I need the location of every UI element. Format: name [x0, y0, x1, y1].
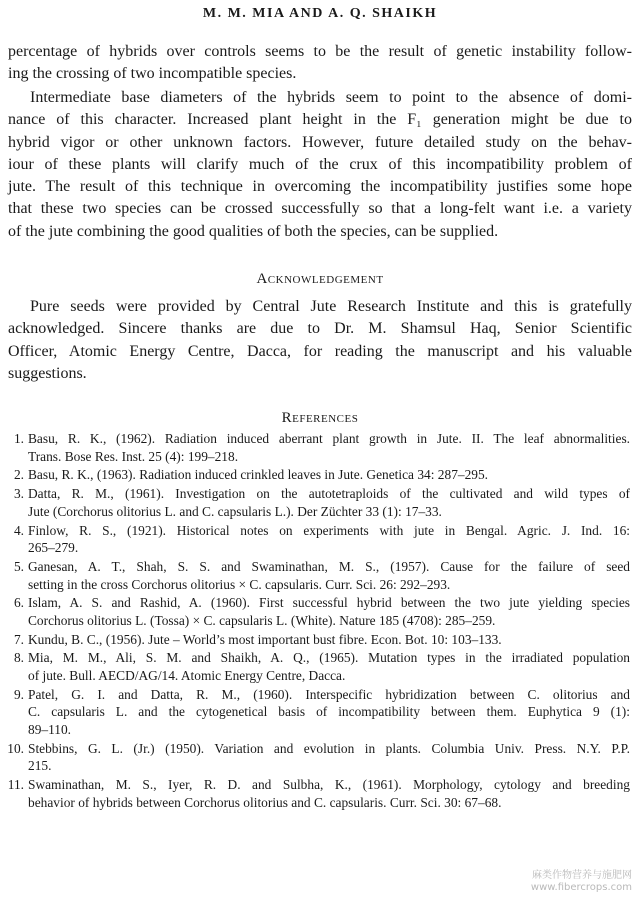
reference-line: Trans. Bose Res. Inst. 25 (4): 199–218. — [28, 448, 239, 464]
reference-line: Patel, G. I. and Datta, R. M., (1960). Interspecific hybridization between C. olitorius and — [28, 686, 630, 702]
reference-line: Islam, A. S. and Rashid, A. (1960). First successful hybrid between the two jute yielding species — [28, 595, 630, 611]
text-line: Intermediate base diameters of the hybrids seem to point to the absence of domi- — [30, 89, 632, 106]
reference-item — [0, 430, 640, 465]
reference-item — [0, 466, 640, 484]
acknowledgement-heading: Acknowledgement — [256, 271, 384, 287]
reference-item — [0, 594, 640, 629]
reference-line: Basu, R. K., (1963). Radiation induced crinkled leaves in Jute. Genetica 34: 287–295. — [28, 467, 489, 483]
reference-line: setting in the cross Corchorus olitorius × C. capsularis. Curr. Sci. 26: 292–293. — [28, 576, 451, 592]
reference-line: 265–279. — [28, 540, 79, 556]
text-line: iour of these plants will clarify much of the crux of this incompatibility problem of — [8, 155, 632, 173]
reference-line: Swaminathan, M. S., Iyer, R. D. and Sulbha, K., (1961). Morphology, cytology and breeding — [28, 777, 630, 793]
reference-line: Stebbins, G. L. (Jr.) (1950). Variation and evolution in plants. Columbia Univ. Press. N.Y. P.P. — [28, 740, 630, 756]
text-line: nance of this character. Increased plant height in the F₁ generation might be due to — [8, 111, 632, 129]
reference-line: C. capsularis L. and the cytogenetical basis of incompatibility between them. Euphytica 9 (1): — [28, 704, 630, 720]
references-heading: References — [281, 410, 359, 426]
reference-number: 11. — [7, 777, 24, 793]
running-head: M. M. MIA AND A. Q. SHAIKH — [202, 6, 438, 21]
text-line: suggestions. — [8, 364, 87, 382]
reference-line: Basu, R. K., (1962). Radiation induced aberrant plant growth in Jute. II. The leaf abnormalities. — [28, 431, 630, 446]
reference-line: 89–110. — [28, 722, 72, 737]
text-line: jute. The result of this technique in overcoming the incompatibility justifies some hope — [8, 178, 632, 196]
reference-number: 10. — [7, 740, 24, 756]
reference-line: Finlow, R. S., (1921). Historical notes on experiments with jute in Bengal. Agric. J. Ind. 16: — [28, 522, 630, 538]
reference-number: 3. — [13, 486, 24, 502]
reference-item — [0, 522, 640, 557]
reference-item — [0, 631, 640, 649]
site-watermark — [531, 870, 632, 894]
reference-line: Ganesan, A. T., Shah, S. S. and Swaminathan, M. S., (1957). Cause for the failure of seed — [28, 558, 630, 574]
reference-number: 6. — [13, 595, 24, 611]
references-list — [0, 430, 640, 813]
paragraph-discussion — [8, 87, 632, 243]
reference-number: 7. — [13, 631, 24, 647]
reference-line: Corchorus olitorius L. (Tossa) × C. capsularis L. (White). Nature 185 (4708): 285–259. — [28, 612, 496, 628]
reference-item — [0, 558, 640, 593]
reference-number: 9. — [13, 686, 24, 702]
reference-item — [0, 686, 640, 739]
text-line: ing the crossing of two incompatible species. — [8, 65, 297, 83]
reference-number: 4. — [13, 522, 24, 538]
reference-number: 2. — [13, 467, 24, 483]
reference-line: Jute (Corchorus olitorius L. and C. capsularis L.). Der Züchter 33 (1): 17–33. — [28, 503, 442, 519]
text-line: hybrid vigor or other unknown factors. However, future detailed study on the behav- — [8, 133, 632, 151]
reference-line: Mia, M. M., Ali, S. M. and Shaikh, A. Q., (1965). Mutation types in the irradiated population — [28, 650, 630, 666]
reference-item — [0, 740, 640, 775]
acknowledgement-text — [8, 296, 632, 385]
reference-line: behavior of hybrids between Corchorus olitorius and C. capsularis. Curr. Sci. 30: 67–68. — [28, 794, 502, 810]
text-line: percentage of hybrids over controls seems to be the result of genetic instability follow- — [8, 43, 632, 60]
reference-line: Datta, R. M., (1961). Investigation on the autotetraploids of the cultivated and wild types of — [28, 486, 630, 502]
reference-number: 1. — [13, 431, 24, 446]
reference-item — [0, 485, 640, 520]
text-line: acknowledged. Sincere thanks are due to Dr. M. Shamsul Haq, Senior Scientific — [8, 320, 632, 338]
watermark-line: www.fibercrops.com — [530, 882, 632, 893]
reference-item — [0, 649, 640, 684]
reference-number: 8. — [13, 650, 24, 666]
reference-line: Kundu, B. C., (1956). Jute – World’s most important bust fibre. Econ. Bot. 10: 103–133. — [28, 631, 502, 647]
text-line: Officer, Atomic Energy Centre, Dacca, for reading the manuscript and his valuable — [8, 342, 632, 360]
reference-item — [0, 776, 640, 811]
reference-number: 5. — [13, 558, 24, 574]
watermark-line: 麻类作物营养与施肥网 — [532, 870, 632, 881]
reference-line: 215. — [28, 758, 52, 774]
text-line: that these two species can be crossed successfully so that a long-felt want i.e. a variety — [8, 200, 632, 218]
paragraph-continuation — [8, 41, 632, 86]
reference-line: of jute. Bull. AECD/AG/14. Atomic Energy Centre, Dacca. — [28, 668, 346, 684]
text-line: of the jute combining the good qualities of both the species, can be supplied. — [8, 222, 499, 240]
text-line: Pure seeds were provided by Central Jute Research Institute and this is gratefully — [30, 298, 632, 315]
